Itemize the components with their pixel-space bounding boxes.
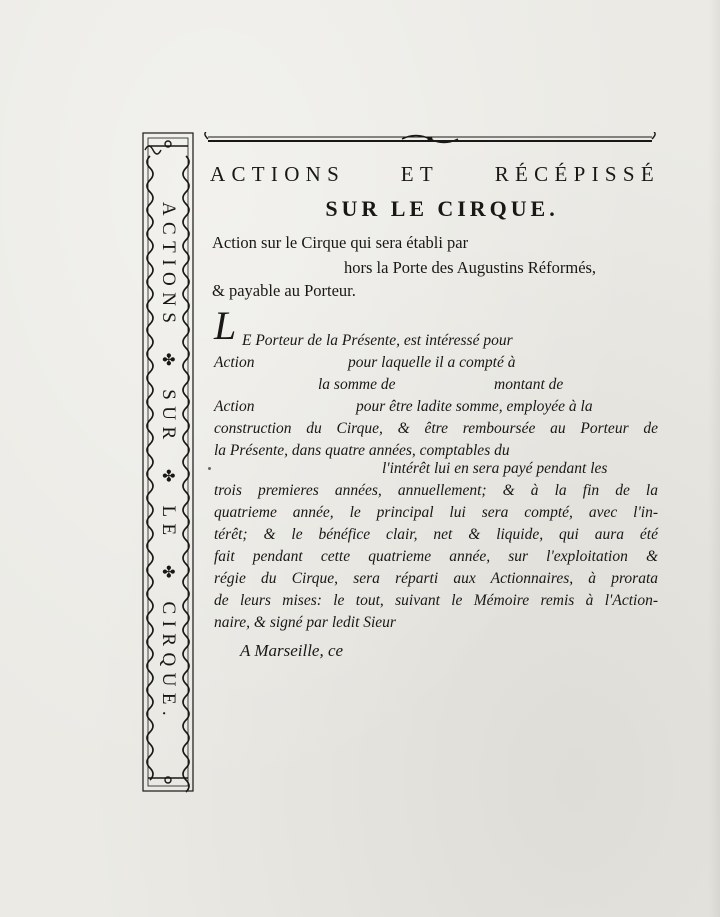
fleuron-ornament-icon: ✤ — [159, 468, 176, 483]
fleuron-ornament-icon: ✤ — [159, 564, 176, 579]
body-line-12: régie du Cirque, sera réparti aux Actionnaires, à prorata — [214, 570, 658, 587]
stub-vertical-title — [157, 152, 179, 772]
subheading-line-2: hors la Porte des Augustins Réformés, — [344, 258, 597, 277]
subheading-line-3: & payable au Porteur. — [212, 281, 356, 300]
body-line-5: construction du Cirque, & être remboursée au Porteur de — [214, 420, 658, 437]
body-line-11: fait pendant cette quatrieme année, sur l'exploitation & — [214, 548, 658, 565]
body-line-6: la Présente, dans quatre années, comptables du — [214, 442, 510, 459]
fleuron-ornament-icon: ✤ — [159, 352, 176, 367]
stub-word-actions: ACTIONS — [158, 201, 179, 330]
stub-word-sur: SUR — [158, 389, 179, 446]
body-line-14: naire, & signé par ledit Sieur — [214, 614, 396, 631]
page-edge-shadow — [708, 0, 720, 917]
body-line-9: quatrieme année, le principal lui sera compté, avec l'in- — [214, 504, 658, 521]
body-line-3a: la somme de — [318, 376, 396, 393]
body-line-4a: Action — [214, 398, 255, 415]
ornamental-stub-strip — [140, 130, 196, 794]
body-line-8: trois premieres années, annuellement; & à la fin de la — [214, 482, 658, 499]
body-line-3b: montant de — [494, 376, 564, 393]
page-title — [210, 162, 660, 194]
drop-cap-letter: L — [214, 303, 237, 348]
ink-speck — [208, 467, 211, 470]
decorative-top-rule — [202, 132, 658, 148]
stub-word-cirque: CIRQUE. — [158, 601, 179, 723]
body-line-4b: pour être ladite somme, employée à la — [356, 398, 593, 415]
closing-place-date: A Marseille, ce — [240, 641, 344, 660]
body-line-7: l'intérêt lui en sera payé pendant les — [382, 460, 608, 477]
body-line-1: E Porteur de la Présente, est intéressé pour — [242, 332, 513, 349]
body-line-2b: pour laquelle il a compté à — [348, 354, 516, 371]
title-word-et: ET — [400, 162, 440, 186]
body-line-13: de leurs mises: le tout, suivant le Mémoire remis à l'Action- — [214, 592, 658, 609]
body-line-10: térêt; & le bénéfice clair, net & liquide, qui aura été — [214, 526, 658, 543]
subheading-line-1: Action sur le Cirque qui sera établi par — [212, 233, 469, 252]
title-word-recepisse: RÉCÉPISSÉ — [494, 162, 660, 186]
body-line-2a: Action — [214, 354, 255, 371]
title-word-actions: ACTIONS — [210, 162, 346, 186]
stub-word-le: LE — [158, 505, 179, 542]
page-subtitle: SUR LE CIRQUE. — [325, 196, 559, 221]
